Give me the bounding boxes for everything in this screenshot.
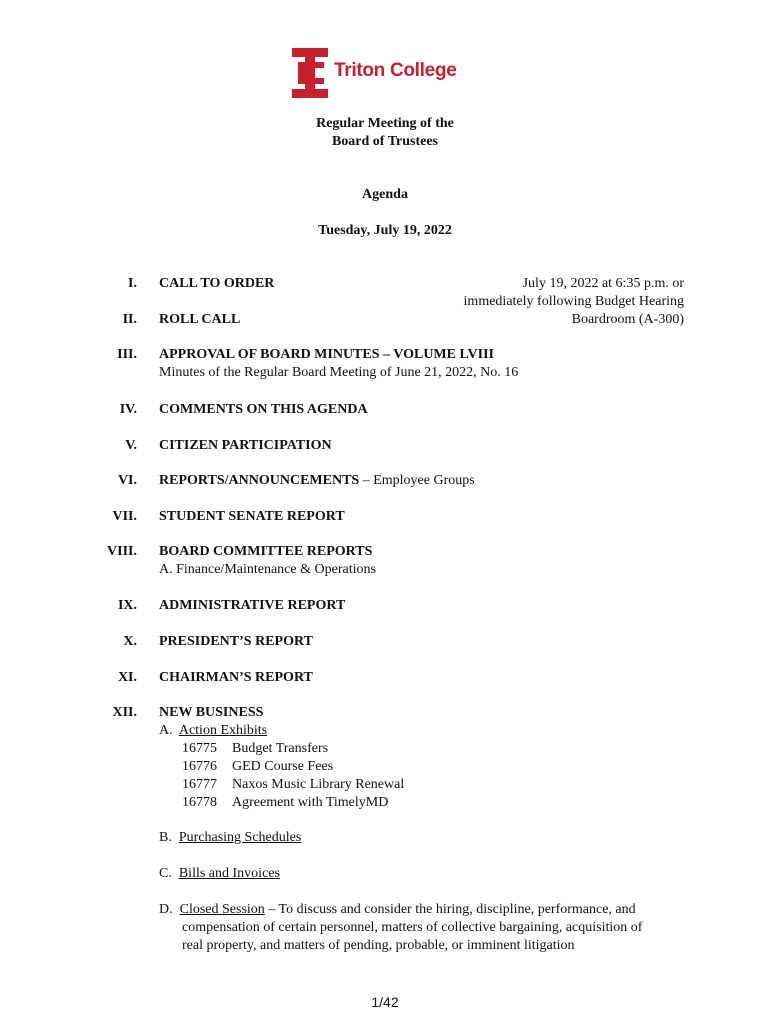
logo-wordmark: Triton College [334,60,457,81]
list-prefix: A. [159,723,179,738]
exhibit-label: Budget Transfers [232,741,329,756]
item-number: XI. [117,670,137,685]
meeting-condition: immediately following Budget Hearing [463,294,684,309]
bills-invoices-link[interactable]: Bills and Invoices [178,866,280,881]
exhibit-row [182,741,328,757]
item-number: IX. [117,598,137,613]
item-number: I. [128,276,137,291]
page-number: 1/42 [371,994,399,1010]
list-prefix: B. [159,830,179,845]
new-business-a [159,723,267,739]
purchasing-schedules-link[interactable]: Purchasing Schedules [178,830,302,845]
item-number: XII. [112,705,137,720]
closed-session-link[interactable]: Closed Session [179,902,265,917]
meeting-time: July 19, 2022 at 6:35 p.m. or [522,276,684,291]
closed-session-desc-3: real property, and matters of pending, probable, or imminent litigation [182,938,575,953]
item-citizen-participation: CITIZEN PARTICIPATION [159,438,332,453]
closed-session-desc-1: – To discuss and consider the hiring, discipline, performance, and [264,902,636,917]
item-number: VI. [117,473,137,488]
item-number: III. [117,347,137,362]
item-administrative-report: ADMINISTRATIVE REPORT [159,598,346,613]
exhibit-row [182,795,388,811]
action-exhibits-link[interactable]: Action Exhibits [178,723,268,738]
list-prefix: C. [159,866,179,881]
item-reports-title: REPORTS/ANNOUNCEMENTS [159,473,360,488]
item-number: X. [123,634,137,649]
meeting-title-line1: Regular Meeting of the [316,116,454,131]
exhibit-number: 16776 [182,759,217,774]
item-reports-announcements [159,473,475,489]
item-call-to-order: CALL TO ORDER [159,276,275,291]
item-approval-minutes-detail: Minutes of the Regular Board Meeting of June 21, 2022, No. 16 [159,365,519,380]
meeting-date: Tuesday, July 19, 2022 [318,223,452,238]
meeting-title-line2: Board of Trustees [331,134,439,149]
exhibit-row [182,759,333,775]
exhibit-label: Naxos Music Library Renewal [232,777,405,792]
exhibit-number: 16777 [182,777,217,792]
exhibit-row [182,777,404,793]
exhibit-label: Agreement with TimelyMD [232,795,389,810]
item-new-business: NEW BUSINESS [159,705,264,720]
item-board-committee-detail: A. Finance/Maintenance & Operations [159,562,376,577]
meeting-location: Boardroom (A-300) [571,312,684,327]
item-chairmans-report: CHAIRMAN’S REPORT [159,670,313,685]
exhibit-number: 16775 [182,741,217,756]
tc-monogram-icon [292,48,328,98]
item-number: II. [122,312,137,327]
new-business-b [159,830,301,846]
item-number: VIII. [107,544,137,559]
item-comments-agenda: COMMENTS ON THIS AGENDA [159,402,368,417]
list-prefix: D. [159,902,180,917]
new-business-c [159,866,280,882]
agenda-heading: Agenda [362,187,408,202]
triton-college-logo [292,48,482,98]
item-board-committee: BOARD COMMITTEE REPORTS [159,544,373,559]
item-number: V. [125,438,137,453]
item-reports-suffix: – Employee Groups [359,473,475,488]
exhibit-number: 16778 [182,795,217,810]
new-business-d [159,901,689,955]
item-number: IV. [119,402,137,417]
item-presidents-report: PRESIDENT’S REPORT [159,634,313,649]
item-number: VII. [112,509,137,524]
item-roll-call: ROLL CALL [159,312,241,327]
item-approval-minutes: APPROVAL OF BOARD MINUTES – VOLUME LVIII [159,347,494,362]
item-student-senate: STUDENT SENATE REPORT [159,509,345,524]
closed-session-desc-2: compensation of certain personnel, matters of collective bargaining, acquisition of [182,920,643,935]
exhibit-label: GED Course Fees [232,759,334,774]
